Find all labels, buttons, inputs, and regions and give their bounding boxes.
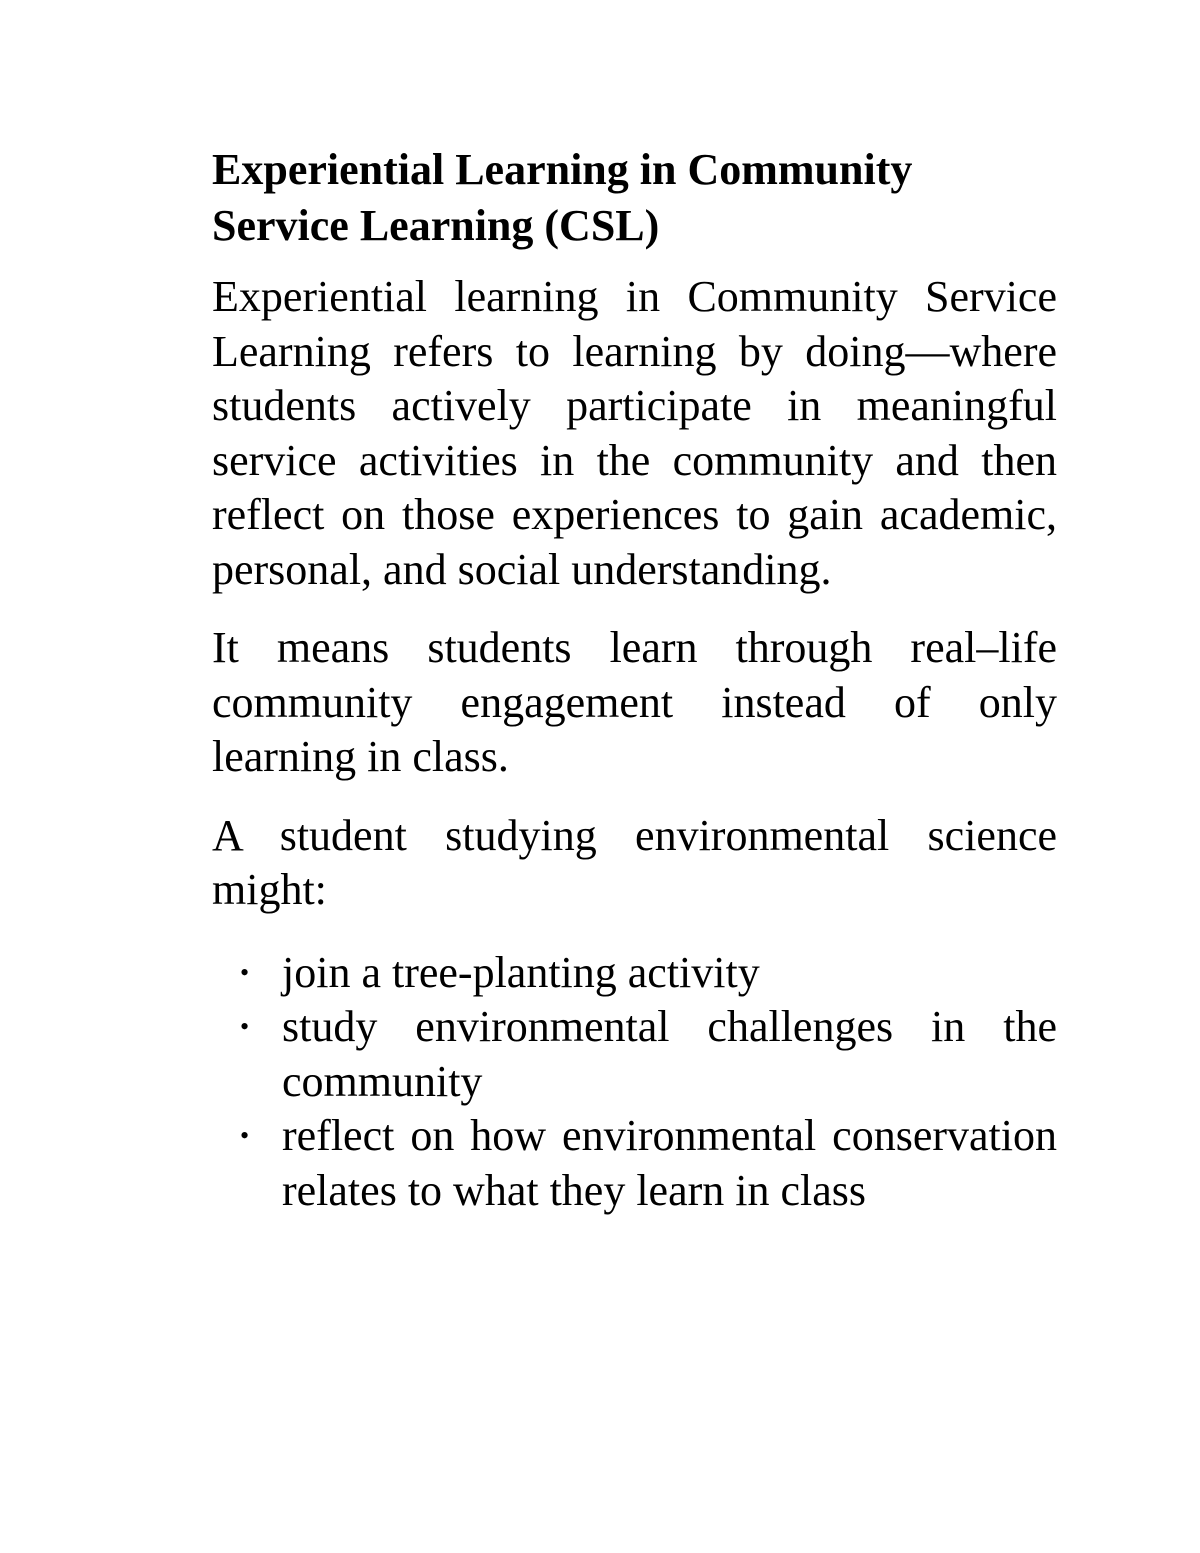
bullet-icon: • — [240, 957, 250, 987]
bullet-icon: • — [240, 1012, 250, 1041]
paragraph-definition: Experiential learning in Community Service Learning refers to learning by doing—where students actively participate in meaningful service activities in the community and then reflect on those experiences to gain academic, personal, and social understanding. — [212, 272, 1057, 594]
list-item-text: join a tree-planting activity — [282, 947, 760, 997]
paragraph-meaning: It means students learn through real–life community engagement instead of only learning in class. — [212, 623, 1057, 781]
example-activities-list — [212, 946, 1057, 1219]
bullet-icon: • — [240, 1121, 250, 1150]
list-item — [212, 946, 1057, 1001]
document-title: Experiential Learning in Community Service Learning (CSL) — [212, 145, 913, 250]
list-item-text: reflect on how environmental conservation relates to what they learn in class — [282, 1111, 1057, 1215]
paragraph-example-intro: A student studying environmental science might: — [212, 810, 1057, 914]
list-item-text: study environmental challenges in the community — [282, 1002, 1057, 1106]
list-item — [212, 1000, 1057, 1109]
document-page — [212, 142, 1057, 1218]
list-item — [212, 1109, 1057, 1218]
